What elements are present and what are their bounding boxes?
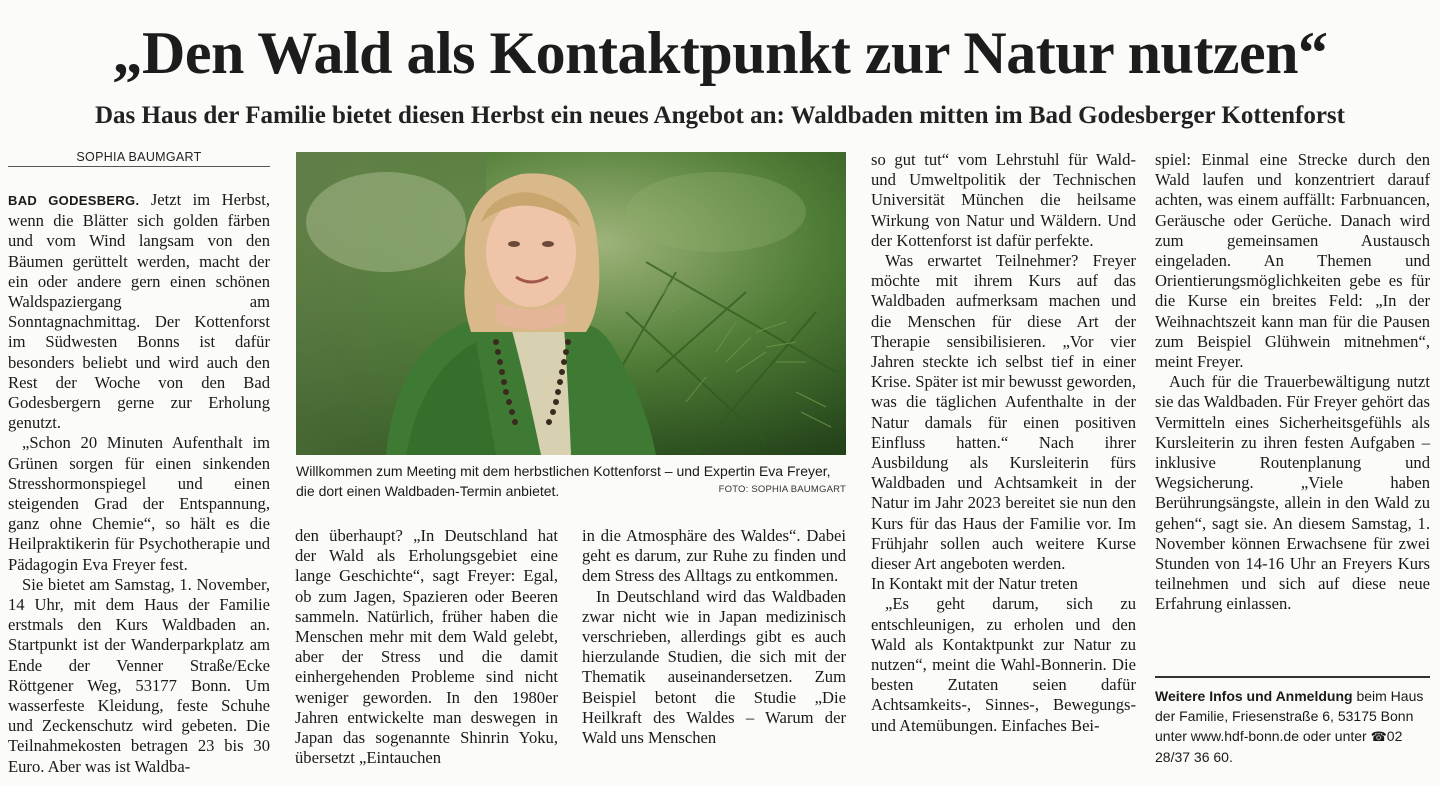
article-photo [296,152,846,455]
article-column-2 [295,526,558,768]
author-byline: SOPHIA BAUMGART [8,150,270,167]
subheadline: Das Haus der Familie bietet diesen Herbst ein neues Angebot an: Waldbaden mitten im Bad Godesberger Kottenforst [95,102,1345,129]
photo-image [296,152,846,455]
article-column-1 [8,190,270,777]
paragraph: so gut tut“ vom Lehrstuhl für Wald- und Umweltpolitik der Technischen Universität München die heilsame Wirkung von Natur und Wäldern. Und der Kottenforst ist dafür perfekte. [871,150,1136,250]
info-box [1155,676,1430,767]
article-column-4 [871,150,1136,736]
article-column-5 [1155,150,1430,615]
paragraph: In Deutschland wird das Waldbaden zwar nicht wie in Japan medizinisch verschrieben, allerdings gibt es auch hierzulande Studien, die sich mit der Thematik auseinandersetzen. Zum Beispiel betont die Studie „Die Heilkraft des Waldes – Warum der Wald uns Menschen [582,586,846,748]
paragraph: in die Atmosphäre des Waldes“. Dabei geht es darum, zur Ruhe zu finden und dem Stress des Alltags zu entkommen. [582,526,846,586]
phone-icon: ☎ [1370,729,1387,744]
section-subheading: In Kontakt mit der Natur treten [871,574,1078,594]
photo-caption [296,461,846,501]
article-column-3 [582,526,846,748]
info-text: beim Haus der Familie, Friesenstraße 6, 53175 Bonn unter www.hdf-bonn.de oder unter [1155,688,1424,744]
headline: „Den Wald als Kontaktpunkt zur Natur nutzen“ [112,20,1328,86]
paragraph-text: Jetzt im Herbst, wenn die Blätter sich golden färben und vom Wind langsam von den Bäumen gerüttelt werden, macht der ein oder andere gern einen schönen Waldspaziergang am Sonntagnachmittag. Der Kottenforst im Südwesten Bonns ist dafür besonders beliebt und wird auch den Rest der Woche von den Bad Godesbergern gerne zur Erholung genutzt. [8,190,270,433]
caption-text: Willkommen zum Meeting mit dem herbstlichen Kottenforst – und Expertin Eva Freyer, die dort einen Waldbaden-Termin anbietet. [296,463,831,499]
info-phone: 02 28/37 36 60. [1155,728,1403,765]
info-heading: Weitere Infos und Anmeldung [1155,688,1353,704]
paragraph: spiel: Einmal eine Strecke durch den Wald laufen und konzentriert darauf achten, was einem auffällt: Farbnuancen, Geräusche oder Gerüche. Danach wird zum gemeinsamen Austausch eingeladen. An Themen und Orientierungsmöglichkeiten gebe es für die Kurse ein breites Feld: „In der Weihnachtszeit kann man für die Pausen zum Beispiel Glühwein mitnehmen“, meint Freyer. [1155,150,1430,372]
paragraph: „Es geht darum, sich zu entschleunigen, zu erholen und den Wald als Kontaktpunkt zur Natur zu nutzen“, meint die Wahl-Bonnerin. Die besten Zutaten seien dafür Achtsamkeits-, Sinnes-, Bewegungs- und Atemübungen. Einfaches Bei- [871,594,1136,735]
dateline: BAD GODESBERG. [8,193,140,208]
paragraph: „Schon 20 Minuten Aufenthalt im Grünen sorgen für einen sinkenden Stresshormonspiegel und einen steigenden Grad der Entspannung, ganz ohne Chemie“, so hält es die Heilpraktikerin für Psychotherapie und Pädagogin Eva Freyer fest. [8,433,270,574]
photo-credit: FOTO: SOPHIA BAUMGART [718,484,846,495]
paragraph: Sie bietet am Samstag, 1. November, 14 Uhr, mit dem Haus der Familie erstmals den Kurs Waldbaden an. Startpunkt ist der Wanderparkplatz am Ende der Venner Straße/Ecke Röttgener Weg, 53177 Bonn. Um wasserfeste Kleidung, feste Schuhe und Zeckenschutz wird gebeten. Die Teilnahmekosten betragen 23 bis 30 Euro. Aber was ist Waldba- [8,574,270,776]
paragraph [8,190,270,433]
paragraph: Auch für die Trauerbewältigung nutzt sie das Waldbaden. Für Freyer gehört das Vermitteln eines Sicherheitsgefühls als Kursleiterin zu ihren festen Aufgaben – inklusive Routenplanung und Wegsicherung. „Viele haben Berührungsängste, allein in den Wald zu gehen“, sagt sie. An diesem Samstag, 1. November können Erwachsene für zwei Stunden von 14-16 Uhr an Freyers Kurs teilnehmen und sich auf diese neue Erfahrung einlassen. [1155,372,1430,614]
paragraph: Was erwartet Teilnehmer? Freyer möchte mit ihrem Kurs auf das Waldbaden aufmerksam machen und die Menschen für diese Art der Therapie sensibilisieren. „Vor vier Jahren steckte ich selbst tief in einer Krise. Später ist mir bewusst geworden, was die täglichen Aufenthalte in der Natur damals für einen positiven Einfluss hatten.“ Nach ihrer Ausbildung als Kursleiterin fürs Waldbaden und Achtsamkeit in der Natur im Jahr 2023 bereitet sie nun den Kurs für das Haus der Familie vor. Im Frühjahr sollen auch weitere Kurse dieser Art angeboten werden. [871,251,1136,574]
paragraph: den überhaupt? „In Deutschland hat der Wald als Erholungsgebiet eine lange Geschichte“, sagt Freyer: Egal, ob zum Jagen, Spazieren oder Beeren sammeln. Natürlich, früher haben die Menschen mehr mit dem Wald gelebt, aber der Stress und die damit einhergehenden Probleme sind nicht weniger geworden. In den 1980er Jahren entwickelte man deswegen in Japan das sogenannte Shinrin Yoku, übersetzt „Eintauchen [295,526,558,768]
